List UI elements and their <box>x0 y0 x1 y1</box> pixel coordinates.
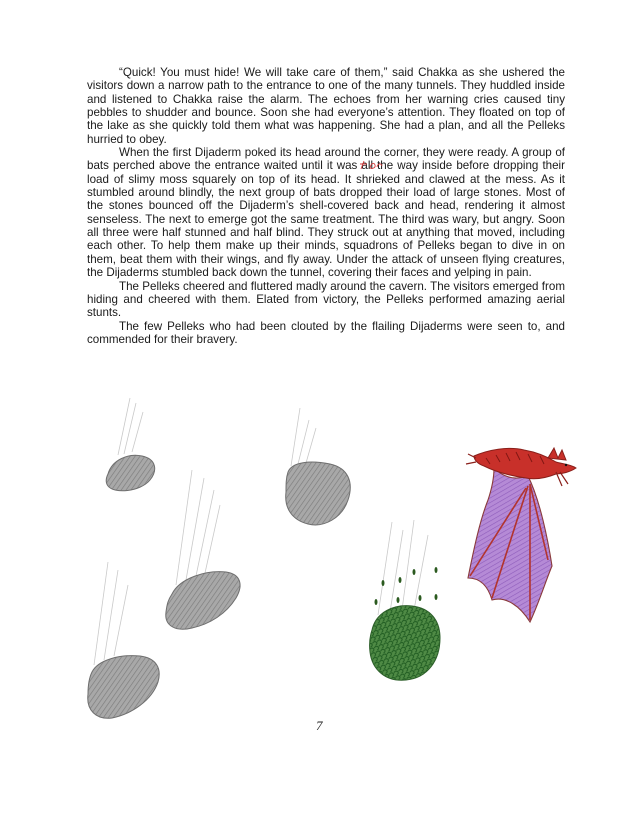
paragraph: When the first Dijaderm poked its head around the corner, they were ready. A group of bats perched above the entrance waited until it was all the way inside before dropping their load of slimy moss squarely on top of its head. It shrieked and clawed at the mess. As it stumbled around blindly, the next group of bats dropped their load of large stones. Most of the stones bounced off the Dijaderm’s shell-covered back and head, rendering it almost senseless. The next to emerge got the same treatment. The third was wary, but angry. Soon all three were half stunned and half blind. They struck out at anything that moved, including each other. To help them make up their minds, squadrons of Pelleks began to dive in on them, beat them with their wings, and fly away. Under the attack of unseen flying creatures, the Dijaderms stumbled back down the tunnel, covering their faces and yelping in pain. <box>87 146 565 280</box>
paragraph: The few Pelleks who had been clouted by the flailing Dijaderms were seen to, and commended for their bravery. <box>87 319 565 346</box>
paragraph: “Quick! You must hide! We will take care of them,” said Chakka as she ushered the visitors down a narrow path to the entrance to one of the many tunnels. They huddled inside and listened to Chakka raise the alarm. The echoes from her warning cries caused tiny pebbles to shudder and bounce. Soon she had everyone’s attention. They floated on top of the lake as she quickly told them what was happening. She had a plan, and all the Pelleks hurried to obey. <box>87 66 565 146</box>
page-number: 7 <box>316 718 323 733</box>
story-text <box>87 66 565 346</box>
moss-clump-icon <box>370 567 440 680</box>
falling-stone-icon <box>88 656 159 719</box>
falling-stone-icon <box>286 462 351 525</box>
bat-icon <box>466 448 576 622</box>
falling-stone-icon <box>106 455 155 490</box>
story-illustration <box>0 380 638 740</box>
paragraph: The Pelleks cheered and fluttered madly around the cavern. The visitors emerged from hiding and cheered with them. Elated from victory, the Pelleks performed amazing aerial stunts. <box>87 279 565 320</box>
